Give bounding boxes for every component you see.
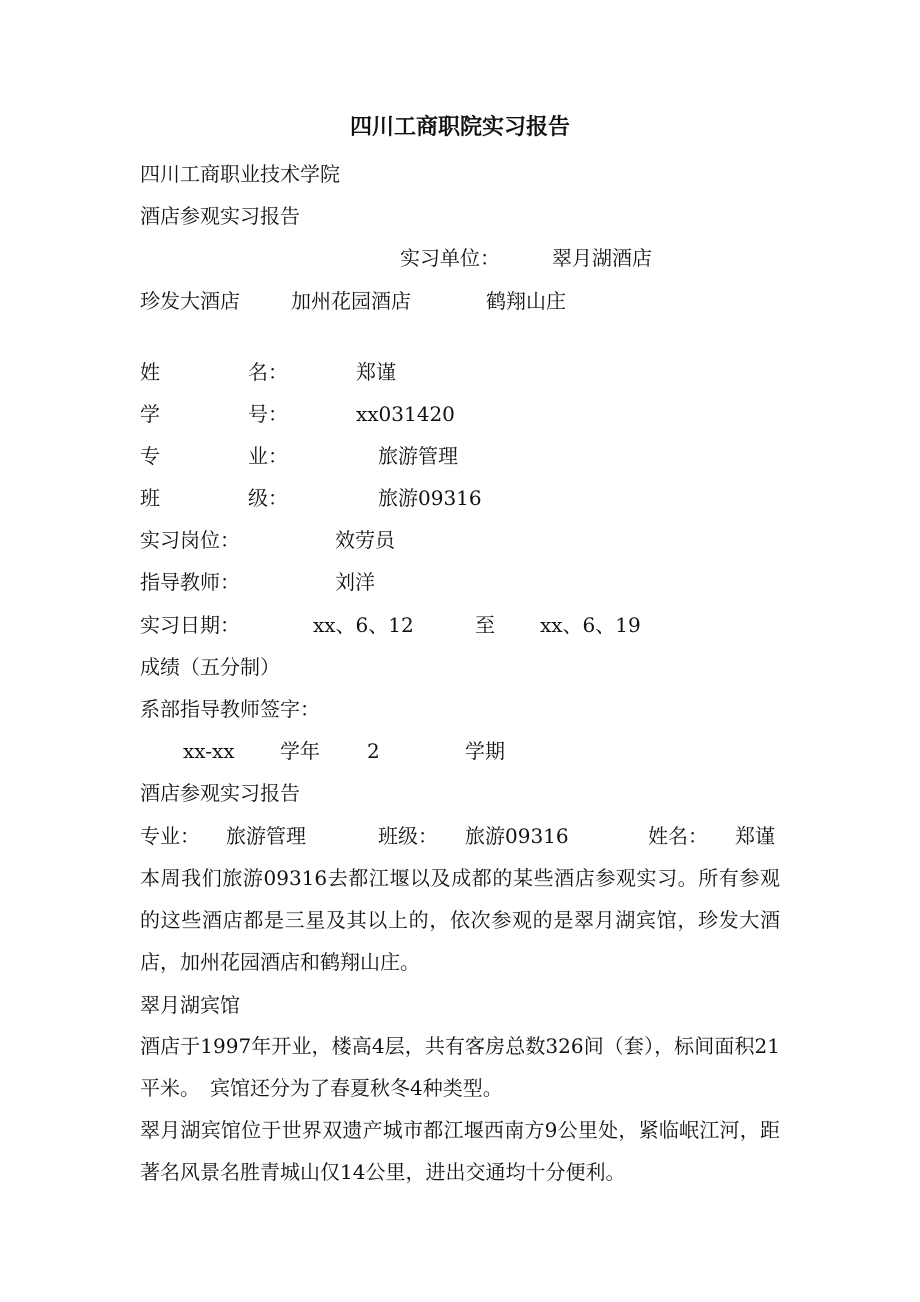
signature-label: 系部指导教师签字： bbox=[140, 697, 320, 721]
date-to: 至 bbox=[475, 613, 495, 637]
paragraph-hotel-location: 翠月湖宾馆位于世界双遗产城市都江堰西南方9公里处，紧临岷江河，距著名风景名胜青城山仅14公里，进出交通均十分便利。 bbox=[140, 1118, 780, 1184]
summary-name: 郑谨 bbox=[735, 824, 775, 848]
report-title-2: 酒店参观实习报告 bbox=[140, 781, 300, 805]
summary-major-label: 专业： bbox=[140, 824, 200, 848]
summary-class: 旅游09316 bbox=[465, 824, 569, 848]
post-value: 效劳员 bbox=[335, 528, 395, 552]
paragraph-hotel-info: 酒店于1997年开业，楼高4层，共有客房总数326间（套），标间面积21平米。 宾馆还分为了春夏秋冬4种类型。 bbox=[140, 1034, 780, 1100]
unit-hotel-4: 鹤翔山庄 bbox=[486, 289, 566, 313]
unit-hotel-3: 加州花园酒店 bbox=[291, 289, 411, 313]
summary-major: 旅游管理 bbox=[226, 824, 306, 848]
term-label: 学期 bbox=[465, 739, 505, 763]
page-title: 四川工商职院实习报告 bbox=[349, 114, 570, 140]
teacher-value: 刘洋 bbox=[335, 570, 375, 594]
post-label: 实习岗位： bbox=[140, 528, 240, 552]
name-label-a: 姓 bbox=[140, 360, 160, 384]
class-value: 旅游09316 bbox=[378, 486, 482, 510]
id-value: xx031420 bbox=[356, 402, 455, 426]
term-year: xx-xx bbox=[183, 739, 235, 763]
major-label-b: 业： bbox=[248, 444, 288, 468]
name-value: 郑谨 bbox=[356, 360, 396, 384]
summary-name-label: 姓名： bbox=[648, 824, 708, 848]
id-label-b: 号： bbox=[248, 402, 288, 426]
major-label-a: 专 bbox=[140, 444, 160, 468]
id-label-a: 学 bbox=[140, 402, 160, 426]
unit-label: 实习单位： bbox=[400, 246, 500, 270]
date-label: 实习日期： bbox=[140, 613, 240, 637]
unit-hotel-1: 翠月湖酒店 bbox=[552, 246, 652, 270]
date-start: xx、6、12 bbox=[313, 613, 414, 637]
section-heading-cuiyuehu: 翠月湖宾馆 bbox=[140, 993, 240, 1017]
teacher-label: 指导教师： bbox=[140, 570, 240, 594]
unit-hotel-2: 珍发大酒店 bbox=[140, 289, 240, 313]
term-number: 2 bbox=[367, 739, 380, 763]
term-year-label: 学年 bbox=[280, 739, 320, 763]
date-end: xx、6、19 bbox=[540, 613, 641, 637]
major-value: 旅游管理 bbox=[378, 444, 458, 468]
summary-class-label: 班级： bbox=[378, 824, 438, 848]
school-name: 四川工商职业技术学院 bbox=[140, 162, 340, 186]
grade-label: 成绩（五分制） bbox=[140, 655, 280, 679]
name-label-b: 名： bbox=[248, 360, 288, 384]
intro-paragraph: 本周我们旅游09316去都江堰以及成都的某些酒店参观实习。所有参观的这些酒店都是三星及其以上的，依次参观的是翠月湖宾馆，珍发大酒店，加州花园酒店和鹤翔山庄。 bbox=[140, 866, 780, 974]
class-label-a: 班 bbox=[140, 486, 160, 510]
report-title: 酒店参观实习报告 bbox=[140, 204, 300, 228]
class-label-b: 级： bbox=[248, 486, 288, 510]
